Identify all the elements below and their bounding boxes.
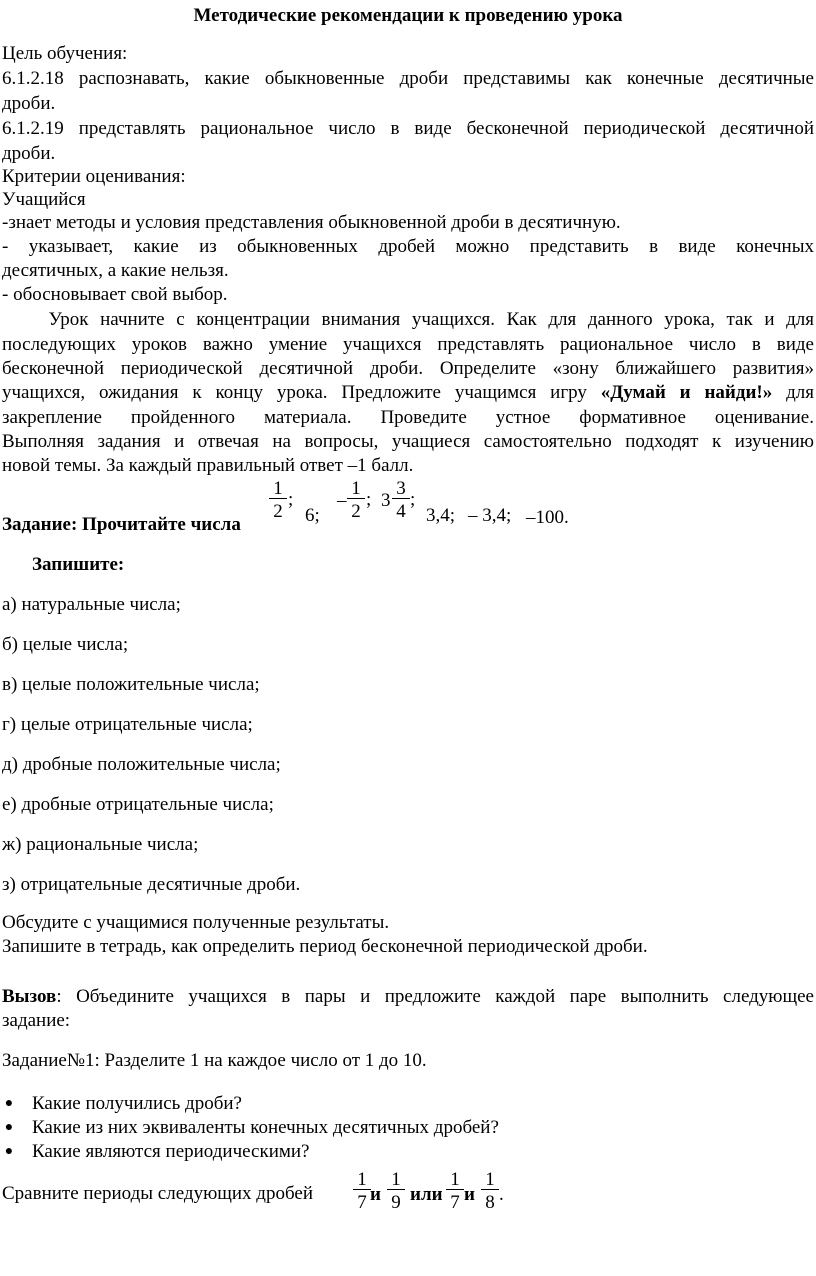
fraction-denominator: 4 bbox=[396, 501, 406, 522]
task-1: Задание№1: Разделите 1 на каждое число от 1 до 10. bbox=[2, 1050, 427, 1071]
number-minus-100: –100. bbox=[526, 507, 569, 528]
fraction-denominator: 9 bbox=[391, 1192, 401, 1213]
fraction-denominator: 2 bbox=[351, 501, 361, 522]
criteria-heading: Критерии оценивания: bbox=[2, 166, 186, 187]
discuss-line-1: Обсудите с учащимися полученные результаты. bbox=[2, 912, 390, 933]
criteria-student: Учащийся bbox=[2, 189, 86, 210]
fraction-denominator: 7 bbox=[450, 1192, 460, 1213]
write-heading: Запишите: bbox=[32, 554, 125, 575]
question-text: Какие являются периодическими? bbox=[32, 1141, 310, 1162]
conjunction-and: и bbox=[464, 1184, 475, 1205]
fraction-numerator: 1 bbox=[273, 478, 283, 499]
conjunction-or: или bbox=[410, 1184, 443, 1205]
number-3-4: 3,4; bbox=[426, 505, 456, 526]
criterion-2-line-2: десятичных, а какие нельзя. bbox=[2, 260, 229, 281]
lesson-line-6: Выполняя задания и отвечая на вопросы, учащиеся самостоятельно подходят к изучению bbox=[2, 431, 814, 452]
objective-1-line-1: 6.1.2.18 распознавать, какие обыкновенные дроби представимы как конечные десятичные bbox=[2, 68, 814, 89]
game-name: «Думай и найди!» bbox=[600, 382, 773, 403]
separator: ; bbox=[410, 489, 416, 510]
period-mark: . bbox=[499, 1184, 504, 1205]
fraction-numerator: 1 bbox=[357, 1169, 367, 1190]
lesson-line-4-end: для bbox=[772, 382, 814, 403]
number-6: 6; bbox=[305, 505, 320, 526]
bullet-icon: ● bbox=[4, 1120, 14, 1135]
bullet-icon: ● bbox=[4, 1144, 14, 1159]
minus-sign: – bbox=[337, 490, 347, 511]
number-minus-3-4: – 3,4; bbox=[468, 505, 512, 526]
objective-1-line-2: дроби. bbox=[2, 93, 56, 114]
challenge-line-2: задание: bbox=[2, 1010, 71, 1031]
lesson-line-3: бесконечной периодической десятичной дроби. Определите «зону ближайшего развития» bbox=[2, 358, 814, 379]
fraction-numerator: 3 bbox=[396, 478, 406, 499]
objective-2-line-2: дроби. bbox=[2, 143, 56, 164]
separator: ; bbox=[366, 489, 372, 510]
question-text: Какие из них эквиваленты конечных десятичных дробей? bbox=[32, 1117, 499, 1138]
lesson-line-1: Урок начните с концентрации внимания учащихся. Как для данного урока, так и для bbox=[2, 309, 814, 330]
bullet-icon: ● bbox=[4, 1096, 14, 1111]
write-item-g: г) целые отрицательные числа; bbox=[2, 714, 253, 735]
write-item-b: б) целые числа; bbox=[2, 634, 129, 655]
criterion-1: -знает методы и условия представления обыкновенной дроби в десятичную. bbox=[2, 212, 621, 233]
mixed-whole: 3 bbox=[381, 490, 391, 511]
compare-label: Сравните периоды следующих дробей bbox=[2, 1183, 313, 1204]
lesson-line-7: новой темы. За каждый правильный ответ –1 балл. bbox=[2, 455, 414, 476]
lesson-line-5: закрепление пройденного материала. Проведите устное формативное оценивание. bbox=[2, 407, 814, 428]
write-item-v: в) целые положительные числа; bbox=[2, 674, 260, 695]
fraction-denominator: 7 bbox=[357, 1192, 367, 1213]
fraction-1-9 bbox=[384, 1167, 408, 1212]
fraction-denominator: 2 bbox=[273, 501, 283, 522]
challenge-line-1 bbox=[2, 984, 814, 1009]
objectives-heading: Цель обучения: bbox=[2, 43, 128, 64]
write-item-a: а) натуральные числа; bbox=[2, 594, 181, 615]
write-item-e: е) дробные отрицательные числа; bbox=[2, 794, 274, 815]
write-item-d: д) дробные положительные числа; bbox=[2, 754, 281, 775]
fraction-1-2 bbox=[266, 476, 290, 521]
challenge-label: Вызов bbox=[2, 986, 57, 1007]
fraction-numerator: 1 bbox=[351, 478, 361, 499]
criterion-2-line-1: - указывает, какие из обыкновенных дробей можно представить в виде конечных bbox=[2, 236, 814, 257]
conjunction-and: и bbox=[370, 1184, 381, 1205]
question-text: Какие получились дроби? bbox=[32, 1093, 242, 1114]
fraction-numerator: 1 bbox=[485, 1169, 495, 1190]
write-item-z: з) отрицательные десятичные дроби. bbox=[2, 874, 301, 895]
fraction-numerator: 1 bbox=[450, 1169, 460, 1190]
lesson-line-4-text: учащихся, ожидания к концу урока. Предложите учащимся игру bbox=[2, 382, 601, 403]
separator: ; bbox=[288, 489, 294, 510]
challenge-text: : Объедините учащихся в пары и предложите каждой паре выполнить следующее bbox=[56, 986, 814, 1007]
lesson-line-2: последующих уроков важно умение учащихся представлять рациональное число в виде bbox=[2, 334, 814, 355]
fraction-minus-1-2 bbox=[344, 476, 368, 521]
objective-2-line-1: 6.1.2.19 представлять рациональное число в виде бесконечной периодической десятичной bbox=[2, 118, 814, 139]
discuss-line-2: Запишите в тетрадь, как определить период бесконечной периодической дроби. bbox=[2, 936, 648, 957]
fraction-numerator: 1 bbox=[391, 1169, 401, 1190]
task-label: Задание: Прочитайте числа bbox=[2, 514, 241, 535]
criterion-3: - обосновывает свой выбор. bbox=[2, 284, 228, 305]
write-item-zh: ж) рациональные числа; bbox=[2, 834, 199, 855]
page-title: Методические рекомендации к проведению урока bbox=[193, 5, 623, 26]
lesson-line-4 bbox=[2, 380, 814, 405]
fraction-denominator: 8 bbox=[485, 1192, 495, 1213]
